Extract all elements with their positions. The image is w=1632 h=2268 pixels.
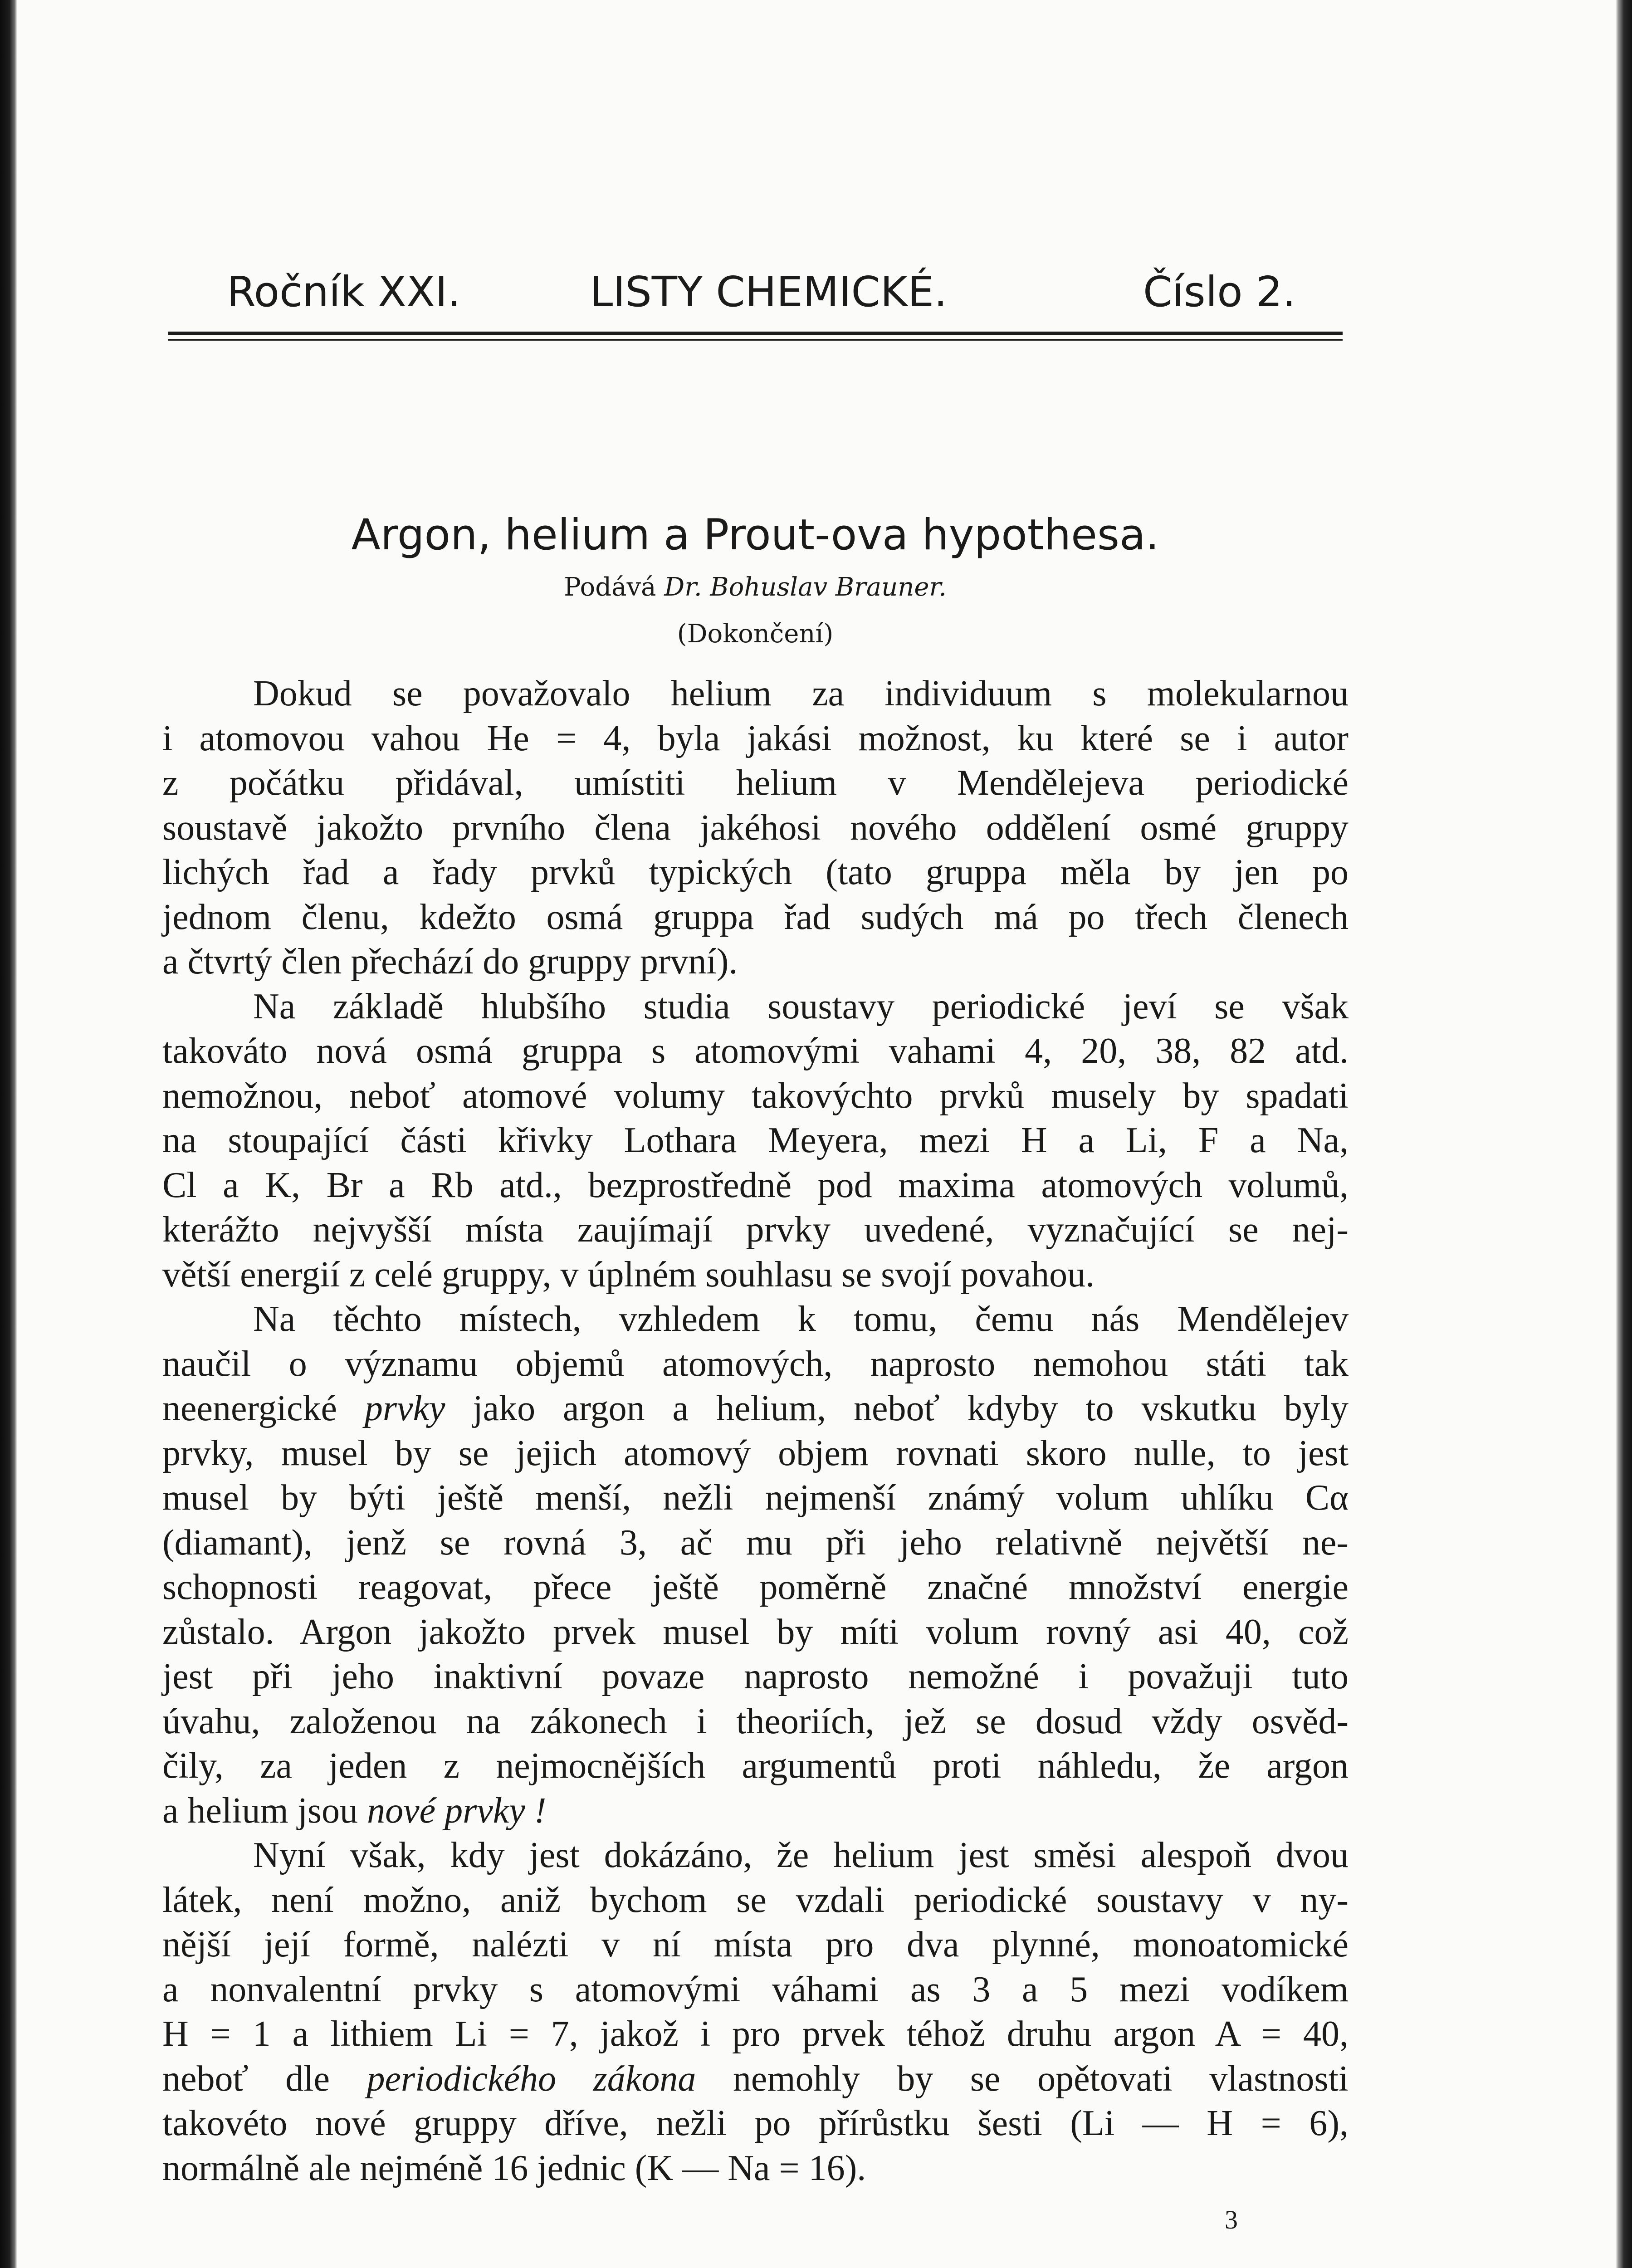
text-line: soustavě jakožto prvního člena jakéhosi nového oddělení osmé gruppy [162,807,1349,848]
text-line: úvahu, založenou na zákonech i theoriích, jež se dosud vždy osvěd- [162,1701,1349,1741]
text-line: naučil o významu objemů atomových, naprosto nemohou státi tak [162,1344,1349,1384]
scan-right-edge [1616,0,1632,2268]
text-line: a čtvrtý člen přechází do gruppy první). [162,942,738,982]
text-line: Na základě hlubšího studia soustavy periodické jeví se však [253,986,1349,1026]
text-line: Na těchto místech, vzhledem k tomu, čemu nás Mendělejev [253,1299,1349,1339]
text-line: H = 1 a lithiem Li = 7, jakož i pro prvek téhož druhu argon A = 40, [162,2014,1349,2054]
journal-title: LISTY CHEMICKÉ. [590,268,948,316]
text-line: lichých řad a řady prvků typických (tato gruppa měla by jen po [162,852,1349,892]
text-line: Dokud se považovalo helium za individuum s molekularnou [253,674,1349,714]
text-line: větší energií z celé gruppy, v úplném souhlasu se svojí povahou. [162,1254,1095,1295]
text-line: na stoupající části křivky Lothara Meyera, mezi H a Li, F a Na, [162,1120,1349,1160]
text-line: normálně ale nejméně 16 jednic (K — Na = 16). [162,2148,866,2188]
text-line [162,1386,1349,1431]
text-line: jest při jeho inaktivní povaze naprosto nemožné i považuji tuto [162,1657,1349,1696]
text-line: z počátku přidával, umístiti helium v Mendělejeva periodické [162,763,1349,803]
header-rule-thin [168,339,1343,341]
text-line: musel by býti ještě menší, nežli nejmenší známý volum uhlíku Cα [162,1478,1349,1518]
author-name: Dr. Bohuslav Brauner. [664,572,947,602]
text-line: látek, není možno, aniž bychom se vzdali periodické soustavy v ny- [162,1880,1349,1920]
text-line: schopnosti reagovat, přece ještě poměrně značné množství energie [162,1567,1349,1607]
text-run: jako argon a helium, neboť kdyby to vskutku byly [473,1388,1349,1428]
scan-left-edge [0,0,17,2268]
article-title: Argon, helium a Prout-ova hypothesa. [351,510,1159,560]
byline-prefix: Podává [564,572,656,602]
text-line: (diamant), jenž se rovná 3, ač mu při jeho relativně největší ne- [162,1522,1349,1563]
text-run: a helium jsou [162,1790,358,1831]
text-line: nemožnou, neboť atomové volumy takovýchto prvků musely by spadati [162,1075,1349,1116]
text-line: prvky, musel by se jejich atomový objem rovnati skoro nulle, to jest [162,1433,1349,1473]
text-line: a nonvalentní prvky s atomovými váhami as 3 a 5 mezi vodíkem [162,1969,1349,2009]
text-line: Nyní však, kdy jest dokázáno, že helium jest směsi alespoň dvou [253,1835,1349,1875]
text-run: nemohly by se opětovati vlastnosti [733,2058,1349,2099]
byline [168,572,1343,602]
text-line: jednom členu, kdežto osmá gruppa řad sudých má po třech členech [162,897,1349,937]
text-run: neenergické [162,1388,337,1428]
text-line: Cl a K, Br a Rb atd., bezprostředně pod maxima atomových volumů, [162,1165,1349,1205]
text-line: kterážto nejvyšší místa zaujímají prvky uvedené, vyznačující se nej- [162,1210,1349,1250]
issue-label: Číslo 2. [1143,268,1296,316]
text-run: neboť dle [162,2058,330,2099]
text-line: zůstalo. Argon jakožto prvek musel by míti volum rovný asi 40, což [162,1612,1349,1652]
running-header [168,268,1343,327]
continuation-note: (Dokončení) [677,619,834,649]
page-number: 3 [1225,2205,1238,2234]
volume-label: Ročník XXI. [227,268,461,316]
text-line: i atomovou vahou He = 4, byla jakási možnost, ku které se i autor [162,718,1349,758]
text-line: takovéto nové gruppy dříve, nežli po přírůstku šesti (Li — H = 6), [162,2103,1349,2143]
header-rule-thick [168,332,1343,335]
text-line: nější její formě, nalézti v ní místa pro dva plynné, monoatomické [162,1925,1349,1965]
text-line: takováto nová osmá gruppa s atomovými vahami 4, 20, 38, 82 atd. [162,1031,1349,1071]
article-body [162,671,1349,2190]
text-line: čily, za jeden z nejmocnějších argumentů proti náhledu, že argon [162,1746,1349,1786]
emphasis-text: periodického zákona [366,2058,696,2099]
text-line [162,1789,1349,1833]
emphasis-text: prvky [364,1388,445,1428]
text-line [162,2057,1349,2102]
emphasis-text: nové prvky ! [367,1790,547,1831]
